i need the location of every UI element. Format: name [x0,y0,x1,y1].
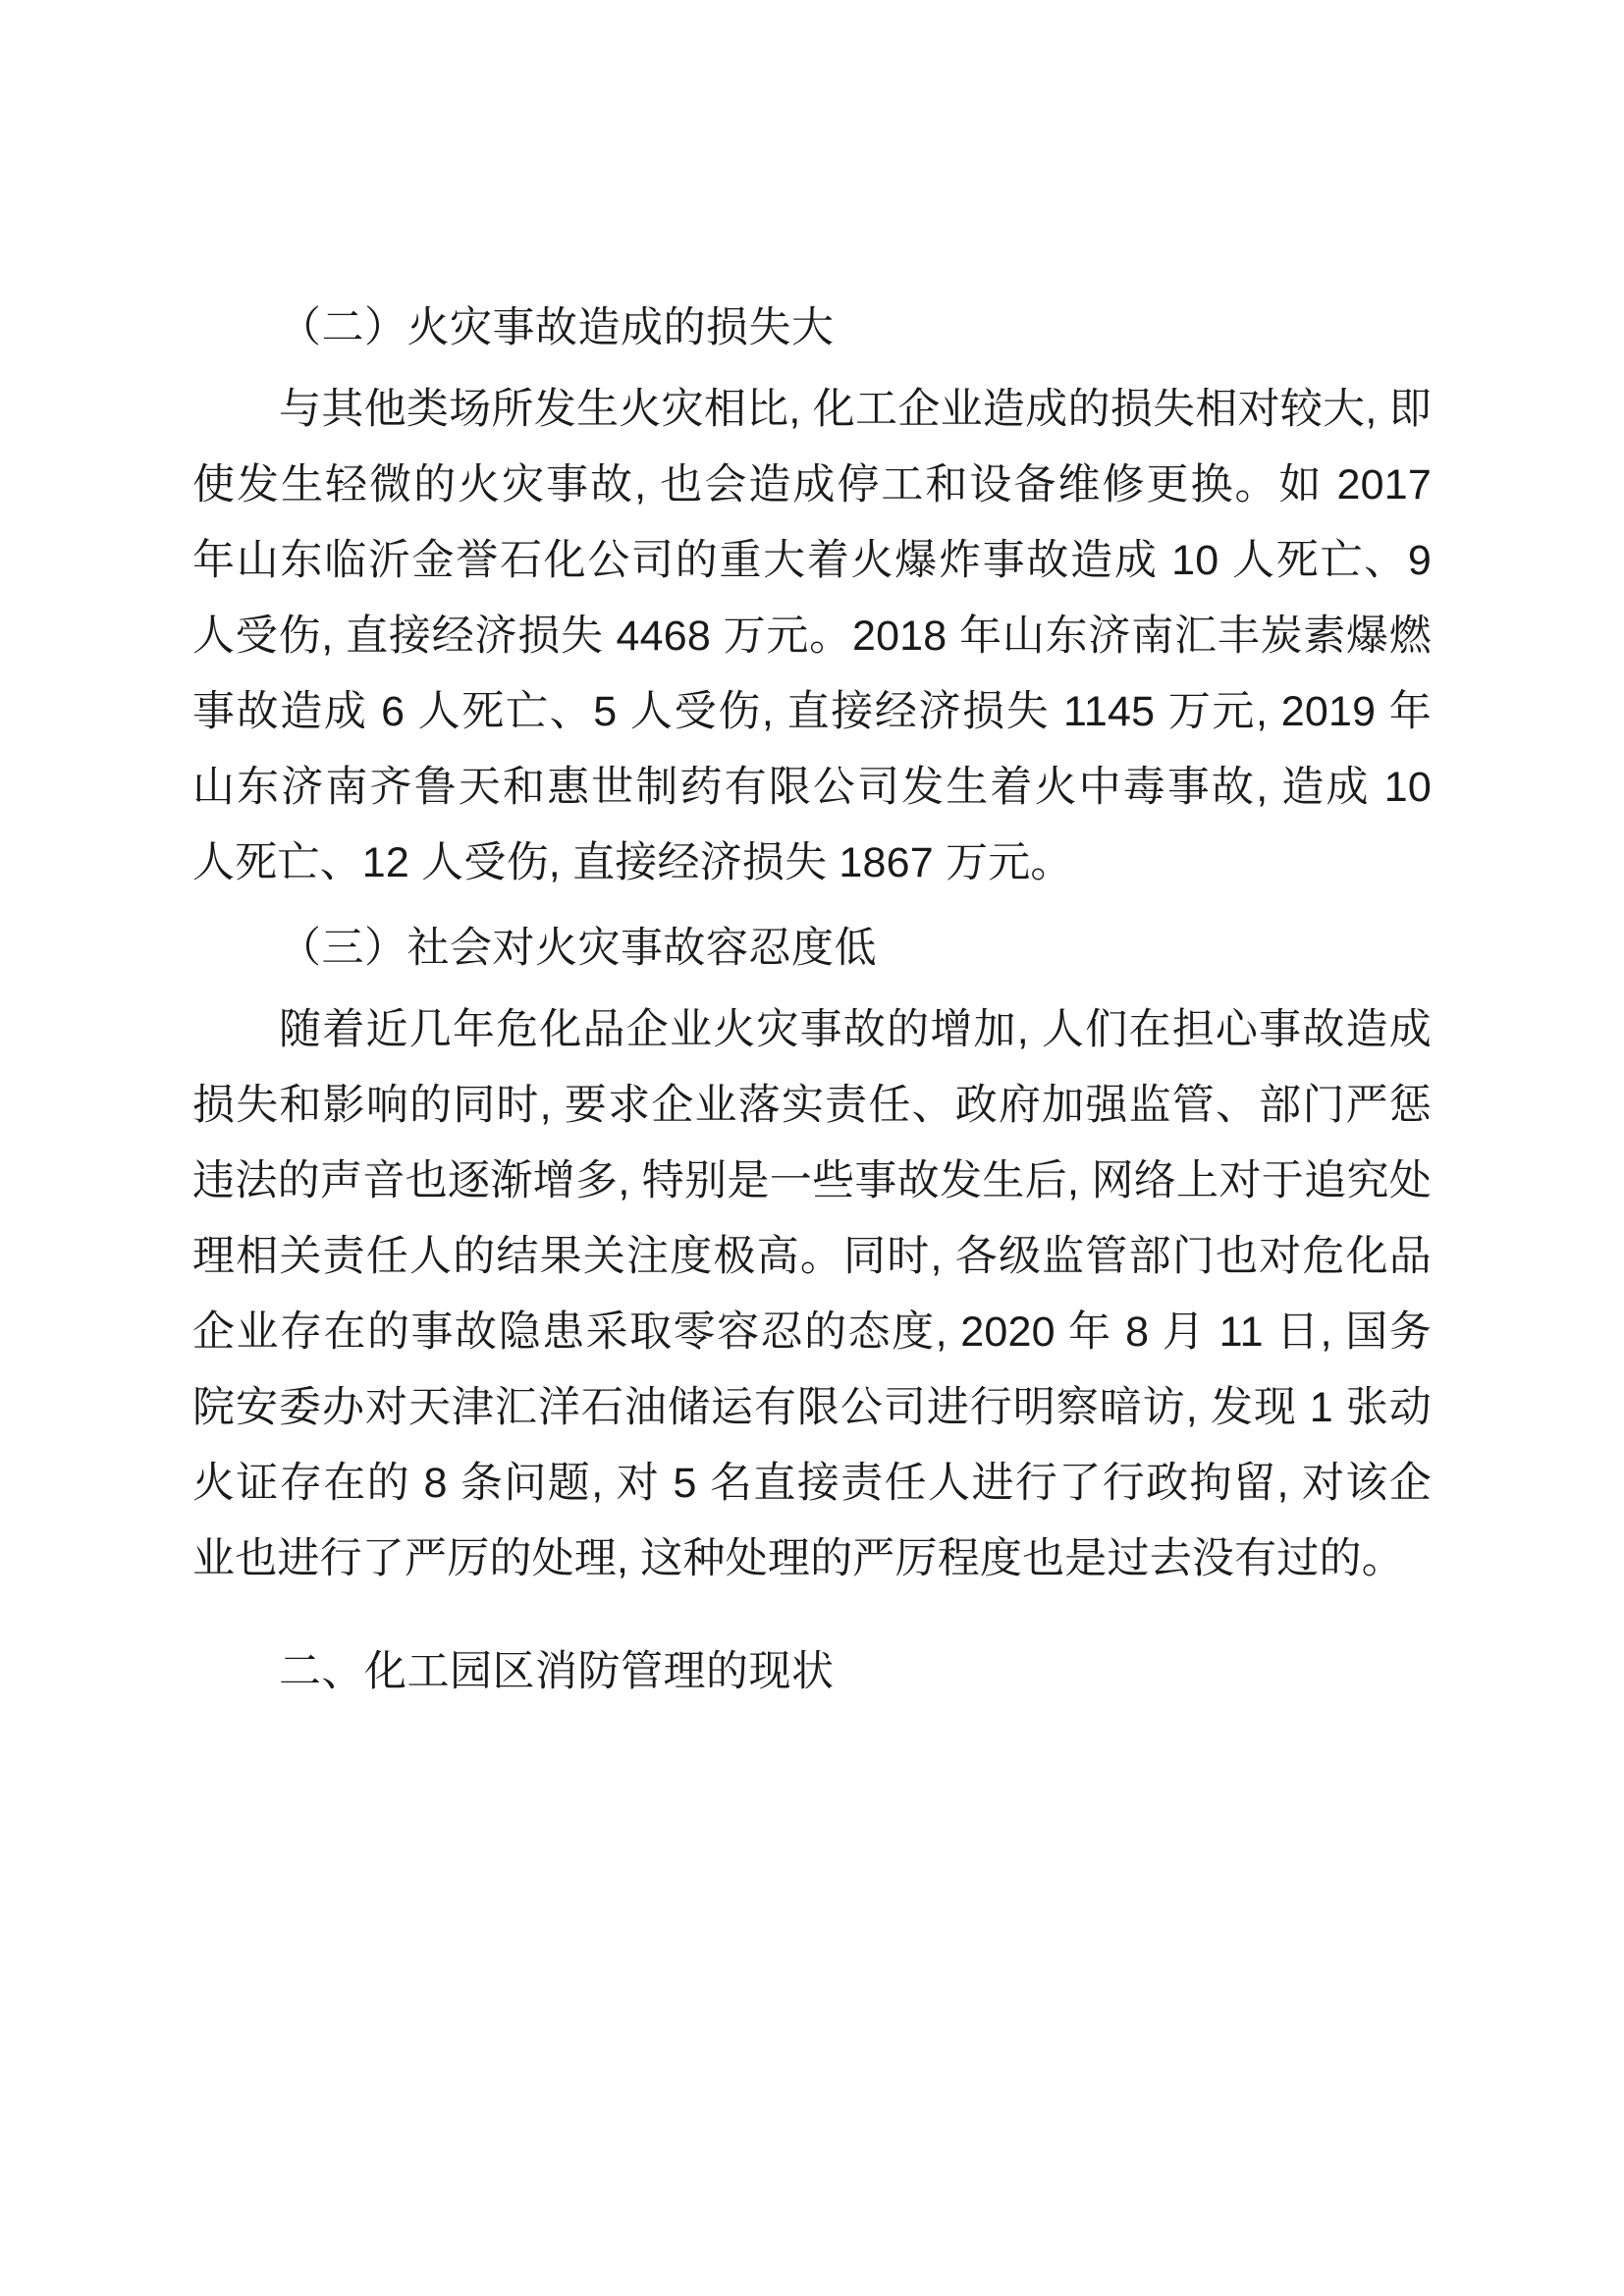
paragraph-social-tolerance: 随着近几年危化品企业火灾事故的增加, 人们在担心事故造成损失和影响的同时, 要求企业落实责任、政府加强监管、部门严惩违法的声音也逐渐增多, 特别是一些事故发生后, 网络上对于追究处理相关责任人的结果关注度极高。同时, 各级监管部门也对危化品企业存在的事故隐患采取零容忍的态度, 2020 年 8 月 11 日, 国务院安委办对天津汇洋石油储运有限公司进行明察暗访, 发现 1 张动火证存在的 8 条问题, 对 5 名直接责任人进行了行政拘留, 对该企业也进行了严厉的处理, 这种处理的严厉程度也是过去没有过的。 [192,1006,1432,1582]
document-body [192,291,1432,1710]
chapter-heading-two: 二、化工园区消防管理的现状 [279,1648,835,1695]
section-heading-two: （二）火灾事故造成的损失大 [279,304,835,351]
section-heading-three: （三）社会对火灾事故容忍度低 [279,925,877,972]
spacer [192,901,1432,911]
paragraph-loss-magnitude: 与其他类场所发生火灾相比, 化工企业造成的损失相对较大, 即使发生轻微的火灾事故, 也会造成停工和设备维修更换。如 2017 年山东临沂金誉石化公司的重大着火爆炸事故造成 10 人死亡、9 人受伤, 直接经济损失 4468 万元。2018 年山东济南汇丰炭素爆燃事故造成 6 人死亡、5 人受伤, 直接经济损失 1145 万元, 2019 年山东济南齐鲁天和惠世制药有限公司发生着火中毒事故, 造成 10 人死亡、12 人受伤, 直接经济损失 1867 万元。 [192,386,1432,886]
spacer [192,1597,1432,1634]
